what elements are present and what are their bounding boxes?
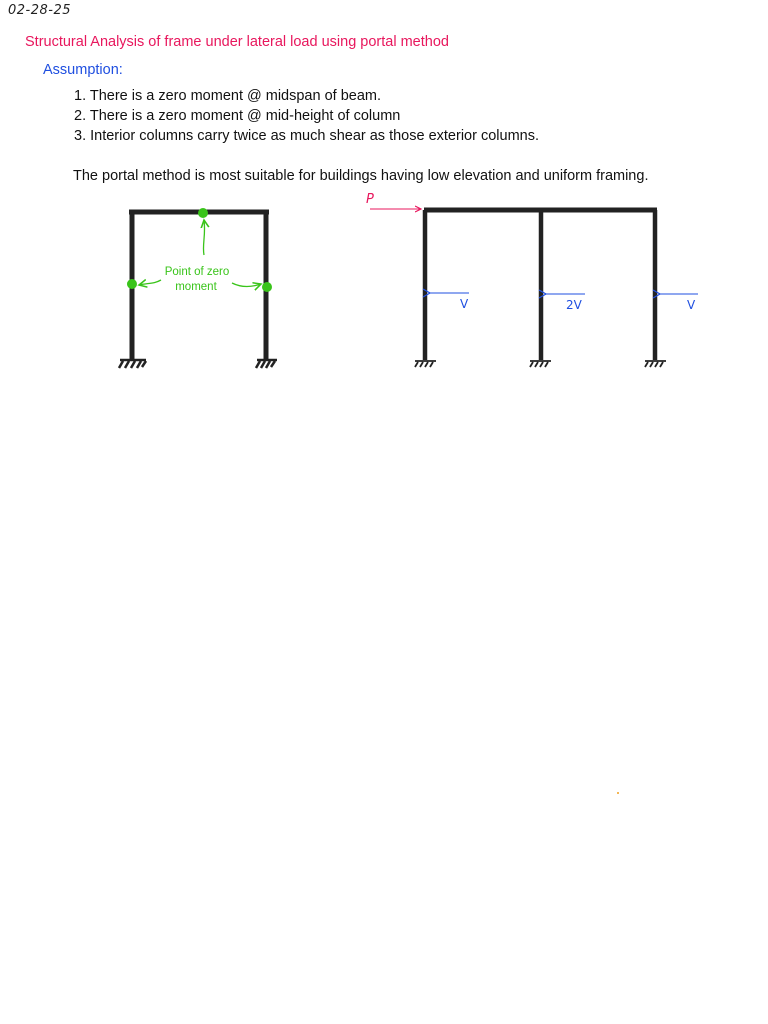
- assumption-item: 2. There is a zero moment @ mid-height of column: [74, 108, 401, 124]
- stray-ink-dot: [617, 792, 619, 794]
- fixed-support-right: [256, 360, 277, 368]
- page-date: 02-28-25: [8, 3, 72, 18]
- zero-moment-label-line1: Point of zero: [164, 266, 230, 278]
- support-right: [645, 361, 666, 367]
- leader-arrow-left: [139, 280, 161, 285]
- zero-moment-label-line2: moment: [175, 281, 217, 293]
- lateral-load-label: P: [366, 192, 374, 207]
- shear-label-left: V: [460, 297, 469, 311]
- portal-method-note: The portal method is most suitable for buildings having low elevation and uniform framing.: [73, 168, 649, 184]
- zero-moment-point-beam: [198, 208, 208, 218]
- assumption-item: 1. There is a zero moment @ midspan of beam.: [74, 88, 382, 104]
- support-left: [415, 361, 436, 367]
- fixed-support-left: [119, 360, 146, 368]
- assumption-item: 3. Interior columns carry twice as much shear as those exterior columns.: [74, 128, 539, 144]
- leader-arrow-beam: [203, 220, 204, 255]
- zero-moment-point-left-column: [127, 279, 137, 289]
- single-bay-frame: [119, 208, 277, 368]
- shear-label-right: V: [687, 298, 696, 312]
- two-bay-frame: [366, 192, 698, 367]
- page-title: Structural Analysis of frame under lateral load using portal method: [25, 34, 449, 50]
- zero-moment-point-right-column: [262, 282, 272, 292]
- leader-arrow-right: [232, 283, 261, 287]
- shear-label-interior: 2V: [566, 298, 582, 312]
- support-interior: [530, 361, 551, 367]
- assumption-heading: Assumption:: [43, 62, 123, 78]
